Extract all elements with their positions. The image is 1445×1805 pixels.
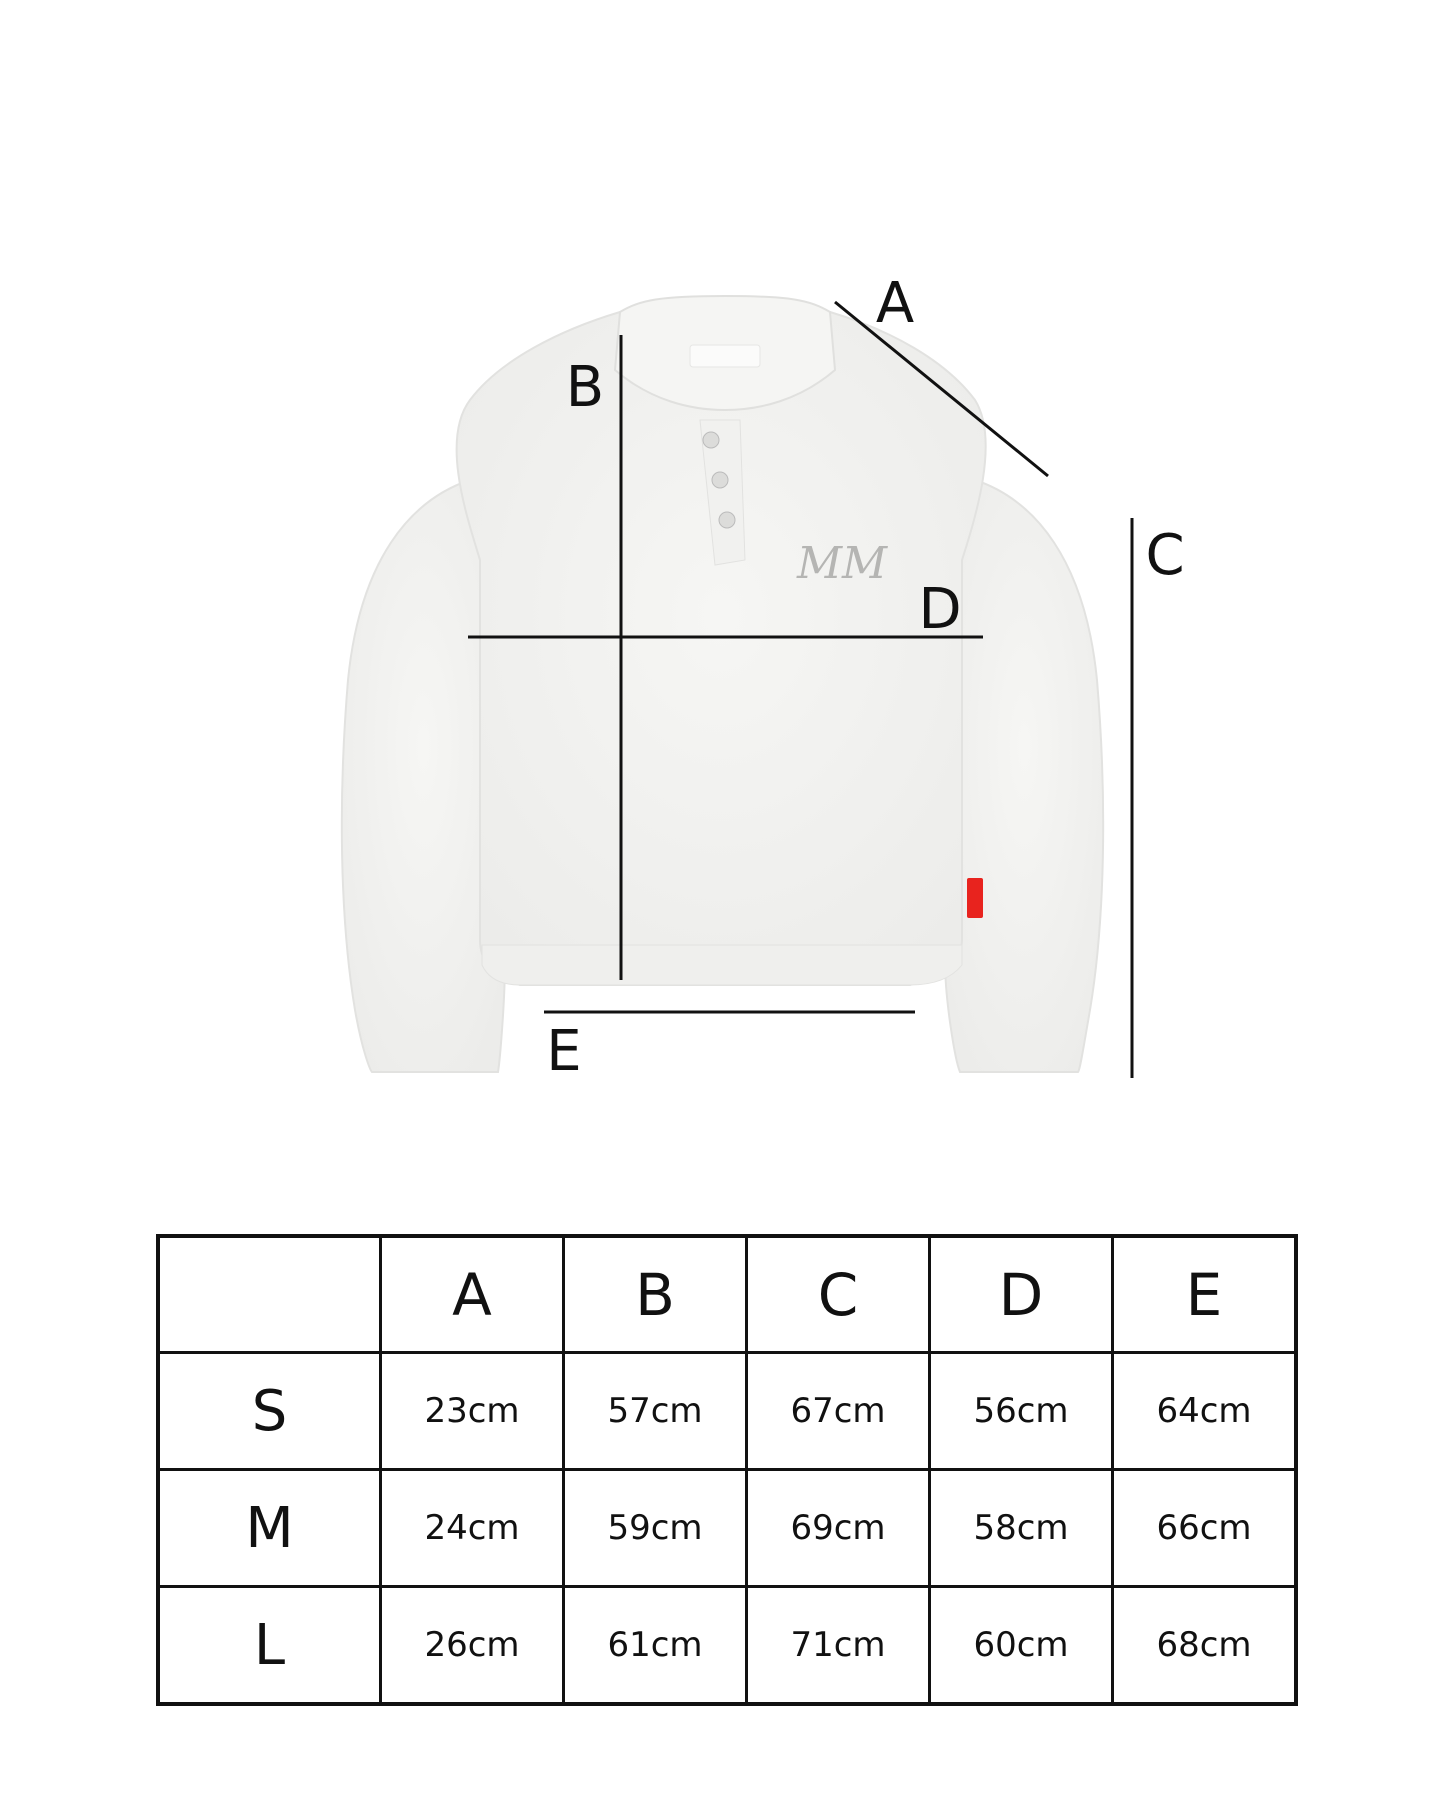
cell-s-e: 64cm — [1113, 1353, 1297, 1470]
cell-s-d: 56cm — [930, 1353, 1113, 1470]
button-1 — [703, 432, 719, 448]
label-a: A — [875, 271, 915, 336]
cell-m-e: 66cm — [1113, 1470, 1297, 1587]
header-b: B — [564, 1236, 747, 1353]
right-sleeve — [945, 480, 1103, 1072]
table-corner-cell — [158, 1236, 381, 1353]
label-d: D — [918, 577, 962, 642]
button-3 — [719, 512, 735, 528]
red-tag — [967, 878, 983, 918]
header-c: C — [747, 1236, 930, 1353]
size-label-l: L — [158, 1587, 381, 1705]
cell-l-a: 26cm — [381, 1587, 564, 1705]
size-label-m: M — [158, 1470, 381, 1587]
header-e: E — [1113, 1236, 1297, 1353]
label-c: C — [1145, 523, 1185, 588]
cell-l-b: 61cm — [564, 1587, 747, 1705]
sweater-body — [457, 312, 986, 985]
cell-s-b: 57cm — [564, 1353, 747, 1470]
table-row — [158, 1470, 1296, 1587]
cell-l-e: 68cm — [1113, 1587, 1297, 1705]
mm-logo: MM — [796, 538, 888, 589]
label-e: E — [546, 1019, 582, 1084]
table-header-row — [158, 1236, 1296, 1353]
header-d: D — [930, 1236, 1113, 1353]
cell-l-c: 71cm — [747, 1587, 930, 1705]
size-chart-table — [156, 1234, 1298, 1706]
cell-s-a: 23cm — [381, 1353, 564, 1470]
cell-m-a: 24cm — [381, 1470, 564, 1587]
cell-m-d: 58cm — [930, 1470, 1113, 1587]
cell-s-c: 67cm — [747, 1353, 930, 1470]
cell-m-c: 69cm — [747, 1470, 930, 1587]
button-2 — [712, 472, 728, 488]
cell-m-b: 59cm — [564, 1470, 747, 1587]
cell-l-d: 60cm — [930, 1587, 1113, 1705]
size-label-s: S — [158, 1353, 381, 1470]
label-b: B — [565, 355, 605, 420]
header-a: A — [381, 1236, 564, 1353]
neck-label — [690, 345, 760, 367]
table-row — [158, 1587, 1296, 1705]
table-row — [158, 1353, 1296, 1470]
hem-rib — [482, 945, 962, 985]
